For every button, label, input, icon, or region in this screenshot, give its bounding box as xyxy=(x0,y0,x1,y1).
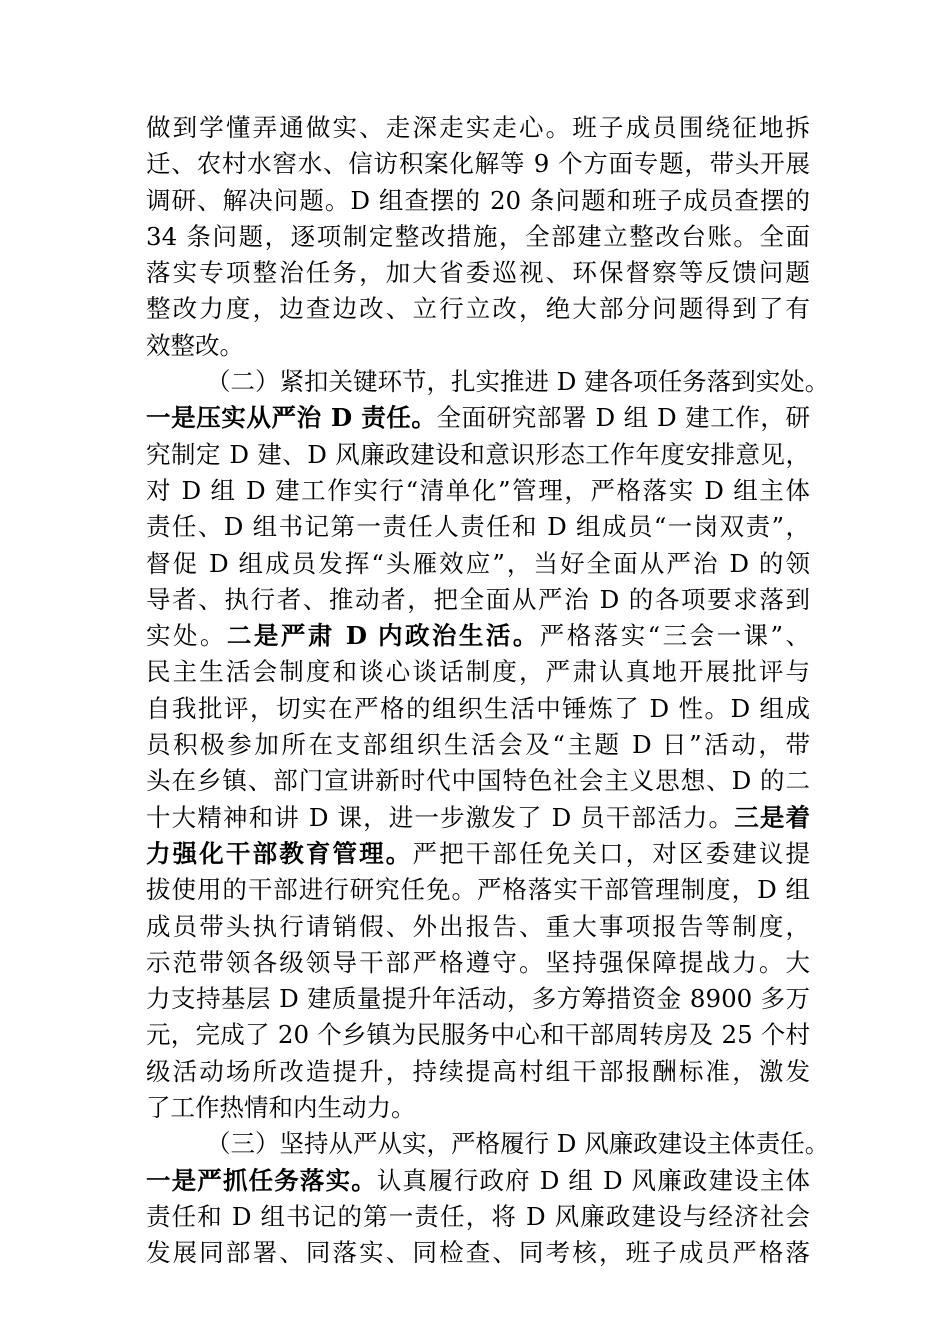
text-run: 34 条问题，逐项制定整改措施，全部建立整改台账。全面 xyxy=(146,221,810,251)
text-line xyxy=(146,400,810,436)
text-run: 头在乡镇、部门宣讲新时代中国特色社会主义思想、D 的二 xyxy=(146,766,810,796)
text-run: 督促 D 组成员发挥“头雁效应”，当好全面从严治 D 的领 xyxy=(146,548,810,578)
text-line xyxy=(146,291,810,327)
text-run: 力支持基层 D 建质量提升年活动，多方筹措资金 8900 多万 xyxy=(146,984,810,1014)
document-body xyxy=(146,110,830,1272)
text-line xyxy=(146,582,810,618)
text-line xyxy=(146,1235,810,1271)
text-run: 严格落实“三会一课”、 xyxy=(539,621,810,651)
text-run: 调研、解决问题。D 组查摆的 20 条问题和班子成员查摆的 xyxy=(146,185,810,215)
text-run: 成员带头执行请销假、外出报告、重大事项报告等制度， xyxy=(146,911,810,941)
text-run: 落实专项整治任务，加大省委巡视、环保督察等反馈问题 xyxy=(146,258,810,288)
text-line xyxy=(146,909,810,945)
text-line xyxy=(146,255,810,291)
text-line xyxy=(146,727,810,763)
bold-run: 一是压实从严治 D 责任。 xyxy=(146,403,437,433)
text-run: 实处。 xyxy=(146,621,227,651)
text-line xyxy=(146,981,810,1017)
text-line xyxy=(146,1199,810,1235)
bold-run: 三是着 xyxy=(734,802,810,832)
text-run: 究制定 D 建、D 风廉政建设和意识形态工作年度安排意见， xyxy=(146,439,810,469)
text-line xyxy=(146,1163,810,1199)
text-run: 十大精神和讲 D 课，进一步激发了 D 员干部活力。 xyxy=(146,802,735,832)
text-line xyxy=(146,437,810,473)
text-run: 全面研究部署 D 组 D 建工作，研 xyxy=(436,403,810,433)
text-line xyxy=(146,183,810,219)
text-line xyxy=(146,836,810,872)
text-line xyxy=(146,763,810,799)
bold-run: 二是严肃 D 内政治生活。 xyxy=(226,621,540,651)
text-line xyxy=(146,328,810,364)
text-run: 导者、执行者、推动者，把全面从严治 D 的各项要求落到 xyxy=(146,584,810,614)
text-run: 认真履行政府 D 组 D 风廉政建设主体 xyxy=(376,1165,810,1195)
text-run: 民主生活会制度和谈心谈话制度，严肃认真地开展批评与 xyxy=(146,657,810,687)
text-line xyxy=(146,654,810,690)
text-run: 了工作热情和内生动力。 xyxy=(146,1093,416,1123)
text-line xyxy=(146,618,810,654)
section-heading-line xyxy=(146,1126,830,1162)
text-run: 做到学懂弄通做实、走深走实走心。班子成员围绕征地拆 xyxy=(146,113,810,142)
text-run: 整改力度，边查边改、立行立改，绝大部分问题得到了有 xyxy=(146,294,810,324)
text-run: 自我批评，切实在严格的组织生活中锤炼了 D 性。D 组成 xyxy=(146,693,810,723)
text-run: 拔使用的干部进行研究任免。严格落实干部管理制度，D 组 xyxy=(146,875,810,905)
text-run: 员积极参加所在支部组织生活会及“主题 D 日”活动，带 xyxy=(146,730,810,760)
text-run: 迁、农村水窖水、信访积案化解等 9 个方面专题，带头开展 xyxy=(146,149,810,179)
text-line xyxy=(146,219,810,255)
text-line xyxy=(146,546,810,582)
text-run: 责任和 D 组书记的第一责任，将 D 风廉政建设与经济社会 xyxy=(146,1201,810,1231)
section-heading-line xyxy=(146,364,830,400)
text-line xyxy=(146,800,810,836)
text-line xyxy=(146,872,810,908)
text-line xyxy=(146,1017,810,1053)
text-run: 元，完成了 20 个乡镇为民服务中心和干部周转房及 25 个村 xyxy=(146,1020,810,1050)
text-line xyxy=(146,691,810,727)
text-run: 效整改。 xyxy=(146,330,244,360)
text-line xyxy=(146,1054,810,1090)
text-run: 发展同部署、同落实、同检查、同考核，班子成员严格落 xyxy=(146,1238,810,1268)
text-line xyxy=(146,1090,810,1126)
text-line xyxy=(146,509,810,545)
text-run: 责任、D 组书记第一责任人责任和 D 组成员“一岗双责”， xyxy=(146,512,810,542)
text-line xyxy=(146,945,810,981)
bold-run: 一是严抓任务落实。 xyxy=(146,1165,377,1195)
text-line xyxy=(146,146,810,182)
text-line xyxy=(146,110,810,146)
text-line xyxy=(146,473,810,509)
bold-run: 力强化干部教育管理。 xyxy=(146,838,413,868)
text-run: 严把干部任免关口，对区委建议提 xyxy=(412,838,811,868)
text-run: （三）坚持从严从实，严格履行 D 风廉政建设主体责任。 xyxy=(206,1129,830,1159)
text-run: （二）紧扣关键环节，扎实推进 D 建各项任务落到实处。 xyxy=(206,367,830,397)
text-run: 对 D 组 D 建工作实行“清单化”管理，严格落实 D 组主体 xyxy=(146,475,810,505)
text-run: 级活动场所改造提升，持续提高村组干部报酬标准，激发 xyxy=(146,1056,810,1086)
text-run: 示范带领各级领导干部严格遵守。坚持强保障提战力。大 xyxy=(146,947,810,977)
